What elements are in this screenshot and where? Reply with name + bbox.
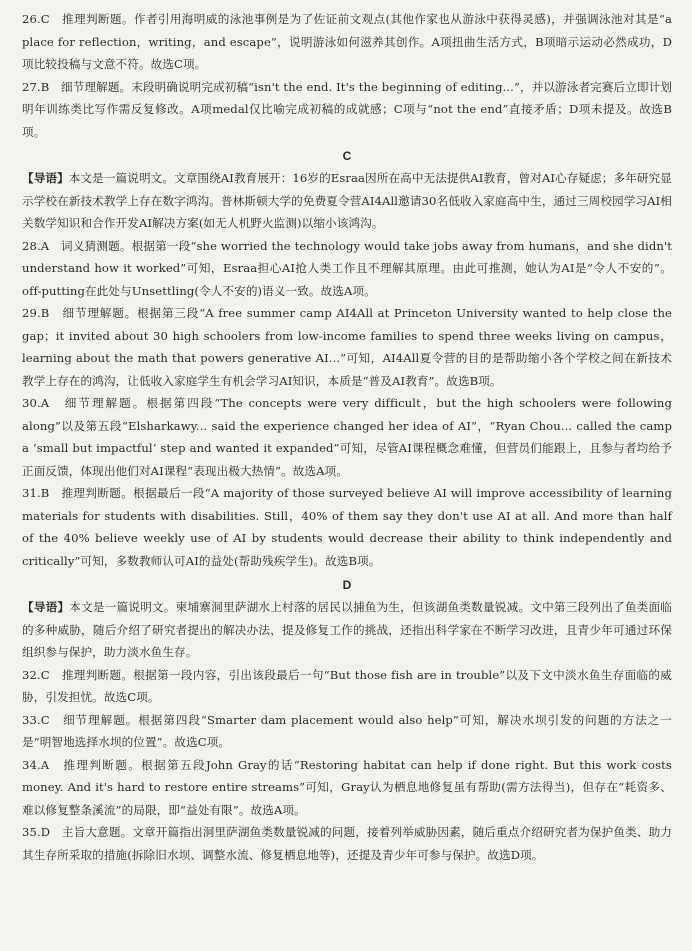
section-c-guide-label: 【导语】 [22, 171, 69, 185]
answer-item-28: 28.A 词义猜测题。根据第一段“she worried the technology would take jobs away from humans，and she didn't understand how it worked”可知，Esraa担心AI抢人类工作且不理解其原理。由此可推测，她认为AI是“令人不安的”。off-putting在此处与Unsettling(令人不安的)语义一致。故选A项。 [22, 238, 672, 298]
answer-item-35: 35.D 主旨大意题。文章开篇指出洞里萨湖鱼类数量锐减的问题，接着列举威胁因素，随后重点介绍研究者为保护鱼类、助力其生存所采取的措施(拆除旧水坝、调整水流、修复栖息地等)，还提及青少年可参与保护。故选D项。 [22, 825, 672, 862]
answer-item-30: 30.A 细节理解题。根据第四段“The concepts were very difficult，but the high schoolers were following along”以及第五段“Elsharkawy... said the experience changed her idea of AI”，“Ryan Chou... called the camp a ‘small but impactful’ step and wanted it expanded”可知，尽管AI课程概念难懂，但营员们能跟上，且参与者均给予正面反馈，体现出他们对AI课程“表现出极大热情”。故选A项。 [22, 396, 672, 478]
section-c-guide [22, 167, 672, 235]
section-c-heading: C [342, 149, 352, 163]
answer-item-29: 29.B 细节理解题。根据第三段“A free summer camp AI4All at Princeton University wanted to help close the gap；it invited about 30 high schoolers from low-income families to spend three weeks living on campus，learning about the math that powers generative AI...”可知，AI4All夏令营的目的是帮助缩小各个学校之间在新技术教学上存在的鸿沟，让低收入家庭学生有机会学习AI知识，本质是“普及AI教育”。故选B项。 [22, 306, 672, 388]
section-d-heading: D [342, 578, 352, 592]
answer-item-27: 27.B 细节理解题。末段明确说明完成初稿“isn't the end. It's the beginning of editing...”，并以游泳者完赛后立即计划明年训练类比写作需反复修改。A项medal仅比喻完成初稿的成就感；C项与“not the end”直接矛盾；D项未提及。故选B项。 [22, 79, 672, 139]
answer-item-32: 32.C 推理判断题。根据第一段内容，引出该段最后一句“But those fish are in trouble”以及下文中淡水鱼生存面临的威胁，引发担忧。故选C项。 [22, 667, 672, 704]
answer-item-31: 31.B 推理判断题。根据最后一段“A majority of those surveyed believe AI will improve accessibility of learning materials for students with disabilities. Still，40% of them say they don't use AI at all. And more than half of the 40% believe weekly use of AI by students would decrease their ability to think independently and critically”可知，多数教师认可AI的益处(帮助残疾学生)。故选B项。 [22, 486, 672, 568]
section-d-guide [22, 596, 672, 664]
section-c-guide-text: 本文是一篇说明文。文章围绕AI教育展开：16岁的Esraa因所在高中无法提供AI教育，曾对AI心存疑虑；多年研究显示学校在新技术教学上存在数字鸿沟。普林斯顿大学的免费夏令营AI4All邀请30名低收入家庭高中生，通过三周校园学习AI相关数学知识和合作开发AI解决方案(如无人机野火监测)以缩小该鸿沟。 [22, 171, 672, 230]
answer-item-33: 33.C 细节理解题。根据第四段“Smarter dam placement would also help”可知，解决水坝引发的问题的方法之一是“明智地选择水坝的位置”。故选C项。 [22, 712, 672, 749]
answer-item-34: 34.A 推理判断题。根据第五段John Gray的话“Restoring habitat can help if done right. But this work costs money. And it's hard to restore entire streams”可知，Gray认为栖息地修复虽有帮助(需方法得当)，但存在“耗资多、难以修复整条溪流”的局限，即“益处有限”。故选A项。 [22, 757, 672, 817]
section-d-guide-text: 本文是一篇说明文。柬埔寨洞里萨湖水上村落的居民以捕鱼为生，但该湖鱼类数量锐减。文中第三段列出了鱼类面临的多种威胁，随后介绍了研究者提出的解决办法，提及修复工作的挑战，还指出科学家在不断学习改进，且青少年可通过环保组织参与保护，助力淡水鱼生存。 [22, 600, 672, 659]
section-d-guide-label: 【导语】 [22, 600, 70, 614]
answer-key-page [22, 8, 672, 866]
answer-item-26: 26.C 推理判断题。作者引用海明威的泳池事例是为了佐证前文观点(其他作家也从游泳中获得灵感)，并强调泳池对其是“a place for reflection，writing，and escape”，说明游泳如何滋养其创作。A项扭曲生活方式，B项暗示运动必然成功，D项比较投稿与文意不符。故选C项。 [22, 12, 672, 71]
